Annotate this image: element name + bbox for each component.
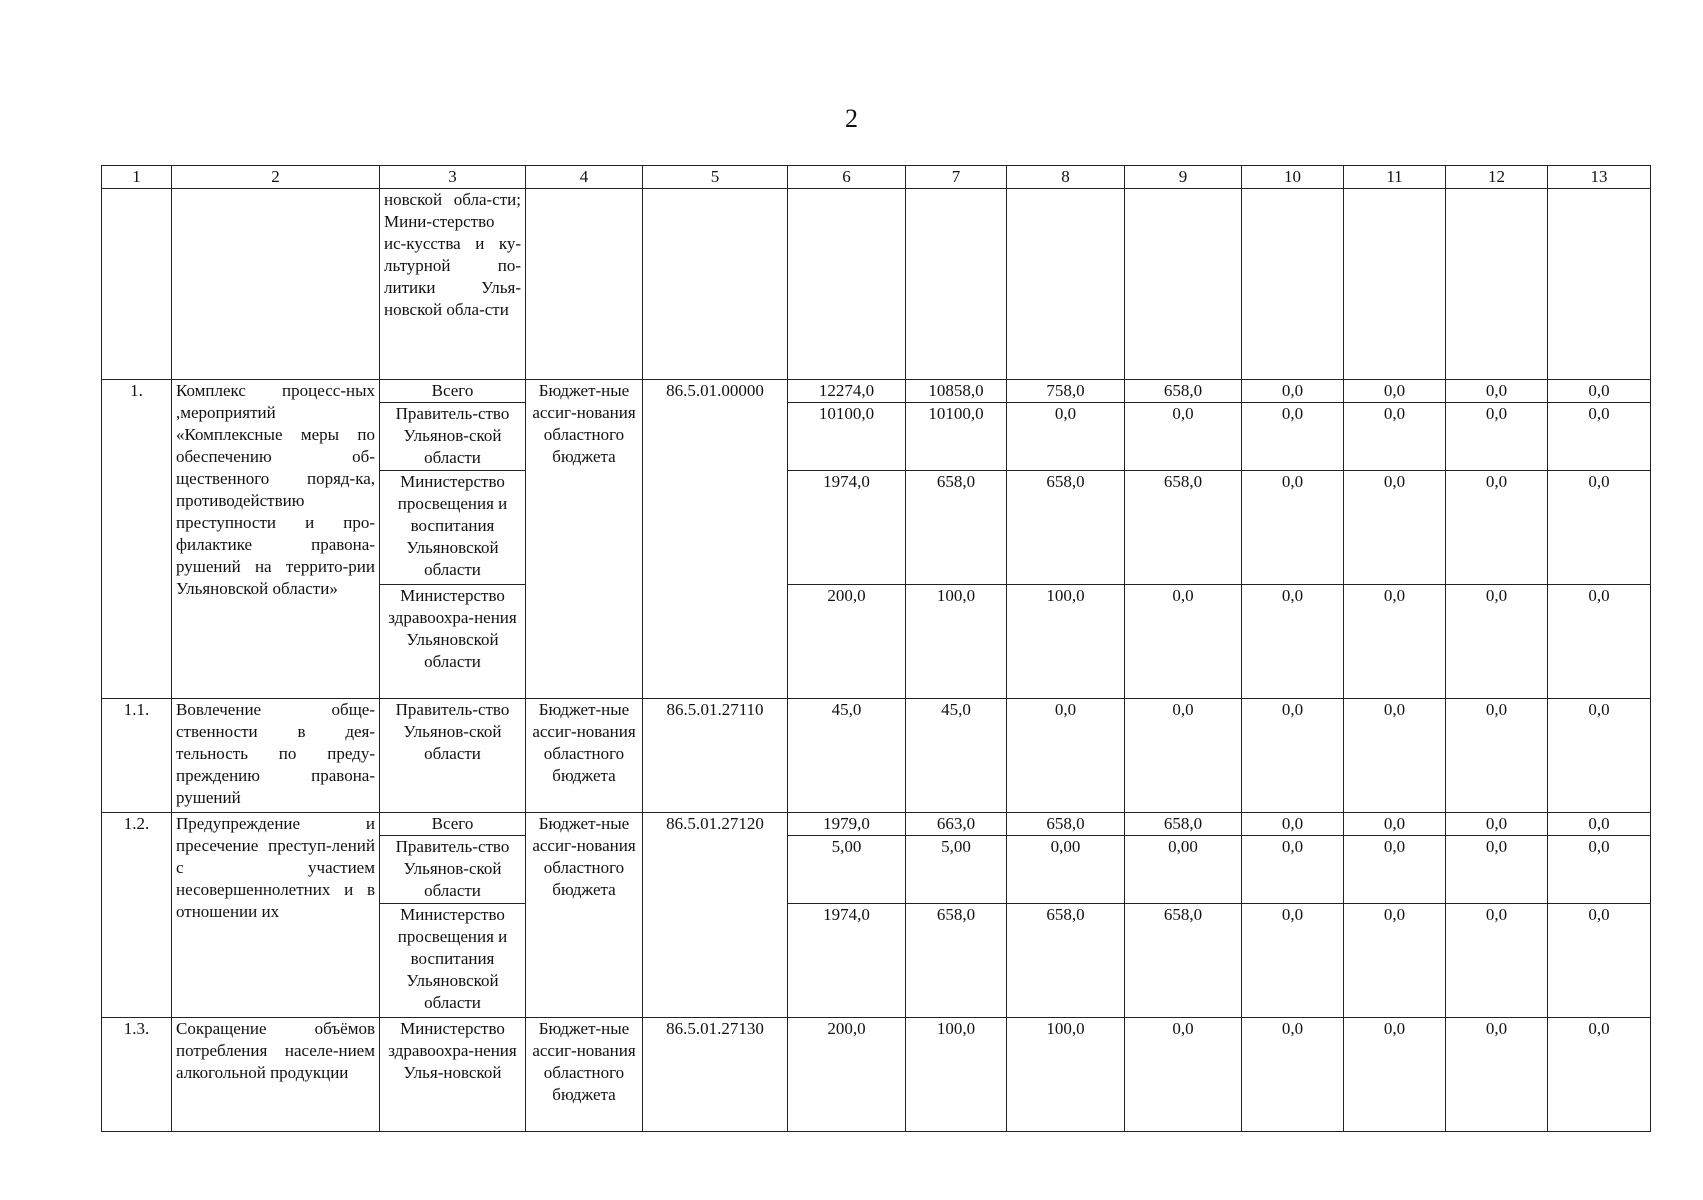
table-row — [102, 813, 1651, 836]
column-header: 2 — [172, 166, 380, 189]
value-cell: 0,0 — [1007, 403, 1125, 471]
value-cell: 758,0 — [1007, 380, 1125, 403]
value-cell: 658,0 — [1125, 380, 1242, 403]
column-header: 6 — [788, 166, 906, 189]
value-cell: 45,0 — [906, 699, 1007, 813]
cell — [906, 189, 1007, 380]
value-cell: 5,00 — [906, 836, 1007, 904]
value-cell: 0,0 — [1344, 380, 1446, 403]
value-cell: 0,0 — [1125, 699, 1242, 813]
value-cell: 0,0 — [1446, 471, 1548, 585]
value-cell: 100,0 — [906, 585, 1007, 699]
cell — [526, 189, 643, 380]
value-cell: 0,0 — [1242, 380, 1344, 403]
value-cell: 100,0 — [1007, 585, 1125, 699]
value-cell: 0,0 — [1344, 836, 1446, 904]
column-header: 3 — [380, 166, 526, 189]
cell — [1446, 189, 1548, 380]
table-row — [102, 1018, 1651, 1132]
table-row — [102, 189, 1651, 380]
column-header: 5 — [643, 166, 788, 189]
value-cell: 0,0 — [1548, 380, 1651, 403]
value-cell: 100,0 — [1007, 1018, 1125, 1132]
cell — [1344, 189, 1446, 380]
measure-name: Сокращение объёмов потребления населе-нием алкогольной продукции — [172, 1018, 380, 1132]
value-cell: 658,0 — [1007, 813, 1125, 836]
cell — [1007, 189, 1125, 380]
executor-cell: Всего — [380, 813, 526, 836]
value-cell: 200,0 — [788, 585, 906, 699]
value-cell: 0,00 — [1007, 836, 1125, 904]
funding-source: Бюджет-ные ассиг-нования областного бюджета — [526, 699, 643, 813]
value-cell: 0,0 — [1446, 585, 1548, 699]
column-header: 11 — [1344, 166, 1446, 189]
budget-code: 86.5.01.27110 — [643, 699, 788, 813]
value-cell: 0,0 — [1242, 403, 1344, 471]
page-number: 2 — [845, 104, 858, 133]
value-cell: 0,0 — [1548, 1018, 1651, 1132]
value-cell: 10100,0 — [788, 403, 906, 471]
cell — [1548, 189, 1651, 380]
executor-cell: Правитель-ство Ульянов-ской области — [380, 699, 526, 813]
value-cell: 658,0 — [1125, 904, 1242, 1018]
value-cell: 0,0 — [1242, 1018, 1344, 1132]
value-cell: 0,0 — [1125, 585, 1242, 699]
column-header: 4 — [526, 166, 643, 189]
value-cell: 0,0 — [1344, 813, 1446, 836]
executor-cell: новской обла-сти; Мини-стерство ис-кусства и ку-льтурной по-литики Улья-новской обла-сти — [380, 189, 526, 380]
value-cell: 12274,0 — [788, 380, 906, 403]
value-cell: 658,0 — [1007, 904, 1125, 1018]
column-number-row — [102, 166, 1651, 189]
executor-cell: Правитель-ство Ульянов-ской области — [380, 403, 526, 471]
value-cell: 0,0 — [1446, 904, 1548, 1018]
value-cell: 0,0 — [1446, 836, 1548, 904]
cell — [102, 189, 172, 380]
measure-name: Предупреждение и пресечение преступ-лений с участием несовершеннолетних и в отношении их — [172, 813, 380, 1018]
value-cell: 0,0 — [1242, 904, 1344, 1018]
value-cell: 0,0 — [1446, 380, 1548, 403]
value-cell: 0,0 — [1344, 1018, 1446, 1132]
column-header: 12 — [1446, 166, 1548, 189]
funding-source: Бюджет-ные ассиг-нования областного бюджета — [526, 1018, 643, 1132]
value-cell: 0,0 — [1242, 699, 1344, 813]
budget-code: 86.5.01.00000 — [643, 380, 788, 699]
value-cell: 0,0 — [1548, 699, 1651, 813]
table-row — [102, 380, 1651, 403]
value-cell: 0,0 — [1242, 836, 1344, 904]
value-cell: 0,0 — [1344, 699, 1446, 813]
value-cell: 1979,0 — [788, 813, 906, 836]
row-number: 1.1. — [102, 699, 172, 813]
value-cell: 0,0 — [1242, 585, 1344, 699]
value-cell: 0,0 — [1548, 471, 1651, 585]
value-cell: 0,0 — [1242, 813, 1344, 836]
column-header: 13 — [1548, 166, 1651, 189]
cell — [1242, 189, 1344, 380]
row-number: 1.2. — [102, 813, 172, 1018]
value-cell: 0,0 — [1242, 471, 1344, 585]
value-cell: 0,0 — [1446, 699, 1548, 813]
value-cell: 0,0 — [1446, 403, 1548, 471]
value-cell: 658,0 — [906, 904, 1007, 1018]
value-cell: 658,0 — [1007, 471, 1125, 585]
value-cell: 0,0 — [1344, 904, 1446, 1018]
value-cell: 0,0 — [1446, 1018, 1548, 1132]
value-cell: 0,0 — [1344, 471, 1446, 585]
value-cell: 0,0 — [1344, 585, 1446, 699]
value-cell: 5,00 — [788, 836, 906, 904]
executor-cell: Министерство здравоохра-нения Улья-новской — [380, 1018, 526, 1132]
cell — [172, 189, 380, 380]
row-number: 1.3. — [102, 1018, 172, 1132]
column-header: 10 — [1242, 166, 1344, 189]
row-number: 1. — [102, 380, 172, 699]
column-header: 1 — [102, 166, 172, 189]
executor-cell: Всего — [380, 380, 526, 403]
budget-table — [101, 165, 1651, 1132]
value-cell: 0,0 — [1548, 904, 1651, 1018]
column-header: 8 — [1007, 166, 1125, 189]
executor-cell: Правитель-ство Ульянов-ской области — [380, 836, 526, 904]
value-cell: 10858,0 — [906, 380, 1007, 403]
executor-cell: Министерство просвещения и воспитания Ульяновской области — [380, 471, 526, 585]
cell — [788, 189, 906, 380]
funding-source: Бюджет-ные ассиг-нования областного бюджета — [526, 380, 643, 699]
value-cell: 0,0 — [1007, 699, 1125, 813]
value-cell: 658,0 — [1125, 813, 1242, 836]
executor-cell: Министерство здравоохра-нения Ульяновской области — [380, 585, 526, 699]
value-cell: 10100,0 — [906, 403, 1007, 471]
cell — [1125, 189, 1242, 380]
value-cell: 658,0 — [906, 471, 1007, 585]
value-cell: 0,0 — [1125, 403, 1242, 471]
budget-code: 86.5.01.27120 — [643, 813, 788, 1018]
value-cell: 0,0 — [1548, 585, 1651, 699]
cell — [643, 189, 788, 380]
value-cell: 0,0 — [1344, 403, 1446, 471]
value-cell: 0,0 — [1548, 836, 1651, 904]
measure-name: Комплекс процесс-ных ,мероприятий «Комплексные меры по обеспечению об-щественного поряд-ка, противодействию преступности и про-филактике правона-рушений на террито-рии Ульяновской области» — [172, 380, 380, 699]
value-cell: 1974,0 — [788, 904, 906, 1018]
value-cell: 0,0 — [1446, 813, 1548, 836]
value-cell: 658,0 — [1125, 471, 1242, 585]
value-cell: 45,0 — [788, 699, 906, 813]
value-cell: 1974,0 — [788, 471, 906, 585]
column-header: 9 — [1125, 166, 1242, 189]
value-cell: 0,00 — [1125, 836, 1242, 904]
value-cell: 0,0 — [1548, 813, 1651, 836]
budget-code: 86.5.01.27130 — [643, 1018, 788, 1132]
value-cell: 663,0 — [906, 813, 1007, 836]
funding-source: Бюджет-ные ассиг-нования областного бюджета — [526, 813, 643, 1018]
column-header: 7 — [906, 166, 1007, 189]
executor-cell: Министерство просвещения и воспитания Ульяновской области — [380, 904, 526, 1018]
value-cell: 200,0 — [788, 1018, 906, 1132]
table-row — [102, 699, 1651, 813]
value-cell: 0,0 — [1125, 1018, 1242, 1132]
value-cell: 100,0 — [906, 1018, 1007, 1132]
value-cell: 0,0 — [1548, 403, 1651, 471]
measure-name: Вовлечение обще-ственности в дея-тельность по преду-преждению правона-рушений — [172, 699, 380, 813]
